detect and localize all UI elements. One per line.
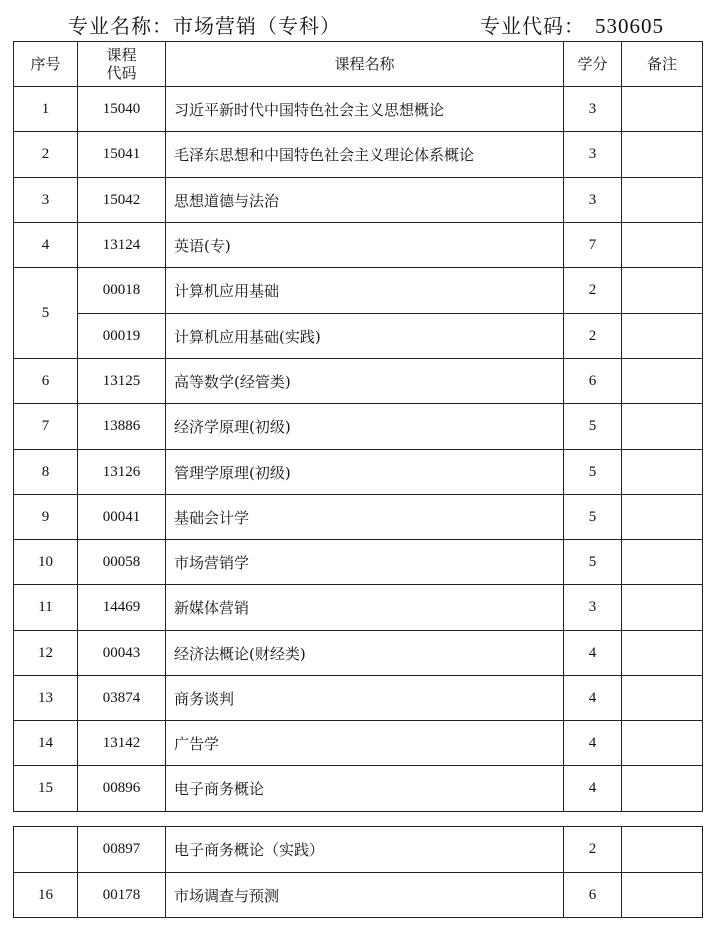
cell-seq: 14 xyxy=(14,721,78,766)
page-header xyxy=(0,10,716,40)
major-code-value: 530605 xyxy=(595,14,664,38)
col-course-code: 课程 代码 xyxy=(78,42,166,87)
table-row xyxy=(14,631,703,676)
cell-seq: 16 xyxy=(14,873,78,918)
cell-code: 00018 xyxy=(78,268,166,314)
cell-name: 基础会计学 xyxy=(166,495,564,540)
cell-remarks xyxy=(622,721,703,766)
cell-name: 思想道德与法治 xyxy=(166,178,564,223)
cell-remarks xyxy=(622,132,703,178)
cell-credits: 5 xyxy=(564,404,622,450)
col-credits: 学分 xyxy=(564,42,622,87)
cell-code: 13142 xyxy=(78,721,166,766)
table-row xyxy=(14,495,703,540)
cell-name: 新媒体营销 xyxy=(166,585,564,631)
table-row xyxy=(14,827,703,873)
cell-name: 毛泽东思想和中国特色社会主义理论体系概论 xyxy=(166,132,564,178)
cell-credits: 5 xyxy=(564,495,622,540)
cell-code: 15040 xyxy=(78,87,166,132)
cell-code: 15041 xyxy=(78,132,166,178)
col-seq: 序号 xyxy=(14,42,78,87)
table-row xyxy=(14,540,703,585)
table-row xyxy=(14,178,703,223)
cell-code: 14469 xyxy=(78,585,166,631)
cell-code: 00896 xyxy=(78,766,166,812)
cell-name: 计算机应用基础 xyxy=(166,268,564,314)
cell-seq: 15 xyxy=(14,766,78,812)
cell-credits: 3 xyxy=(564,585,622,631)
cell-code: 00041 xyxy=(78,495,166,540)
cell-credits: 3 xyxy=(564,178,622,223)
cell-seq: 9 xyxy=(14,495,78,540)
cell-name: 高等数学(经管类) xyxy=(166,359,564,404)
major-name: 专业名称：市场营销（专科） xyxy=(68,14,341,38)
cell-credits: 3 xyxy=(564,132,622,178)
cell-seq: 2 xyxy=(14,132,78,178)
cell-credits: 6 xyxy=(564,359,622,404)
cell-code: 00897 xyxy=(78,827,166,873)
cell-name: 广告学 xyxy=(166,721,564,766)
cell-code: 00043 xyxy=(78,631,166,676)
table-row xyxy=(14,223,703,268)
cell-name: 电子商务概论 xyxy=(166,766,564,812)
cell-remarks xyxy=(622,495,703,540)
cell-remarks xyxy=(622,676,703,721)
cell-code: 13126 xyxy=(78,450,166,495)
cell-name: 市场营销学 xyxy=(166,540,564,585)
table-row xyxy=(14,873,703,918)
cell-seq xyxy=(14,827,78,873)
cell-seq: 6 xyxy=(14,359,78,404)
cell-name: 习近平新时代中国特色社会主义思想概论 xyxy=(166,87,564,132)
cell-seq: 11 xyxy=(14,585,78,631)
cell-code: 13125 xyxy=(78,359,166,404)
cell-code: 00058 xyxy=(78,540,166,585)
cell-credits: 2 xyxy=(564,268,622,314)
cell-credits: 4 xyxy=(564,631,622,676)
cell-remarks xyxy=(622,87,703,132)
table-header-row xyxy=(14,42,703,87)
course-table-continued xyxy=(13,826,703,918)
table-row xyxy=(14,585,703,631)
cell-remarks xyxy=(622,540,703,585)
major-code xyxy=(480,10,664,39)
table-row xyxy=(14,404,703,450)
cell-name: 市场调查与预测 xyxy=(166,873,564,918)
cell-seq: 10 xyxy=(14,540,78,585)
cell-name: 商务谈判 xyxy=(166,676,564,721)
cell-remarks xyxy=(622,450,703,495)
cell-remarks xyxy=(622,827,703,873)
table-row xyxy=(14,766,703,812)
cell-seq: 13 xyxy=(14,676,78,721)
cell-credits: 4 xyxy=(564,676,622,721)
cell-name: 管理学原理(初级) xyxy=(166,450,564,495)
table-row xyxy=(14,314,703,359)
table-row xyxy=(14,676,703,721)
cell-code: 03874 xyxy=(78,676,166,721)
table-row xyxy=(14,359,703,404)
cell-seq: 5 xyxy=(14,268,78,359)
col-course-name: 课程名称 xyxy=(166,42,564,87)
table-row xyxy=(14,87,703,132)
cell-remarks xyxy=(622,178,703,223)
cell-code: 00019 xyxy=(78,314,166,359)
course-table xyxy=(13,41,703,812)
cell-credits: 5 xyxy=(564,450,622,495)
cell-code: 13124 xyxy=(78,223,166,268)
table-row xyxy=(14,132,703,178)
cell-credits: 6 xyxy=(564,873,622,918)
cell-credits: 3 xyxy=(564,87,622,132)
cell-remarks xyxy=(622,268,703,314)
cell-seq: 7 xyxy=(14,404,78,450)
cell-remarks xyxy=(622,585,703,631)
col-remarks: 备注 xyxy=(622,42,703,87)
cell-credits: 4 xyxy=(564,766,622,812)
table-row xyxy=(14,450,703,495)
cell-remarks xyxy=(622,223,703,268)
cell-code: 00178 xyxy=(78,873,166,918)
cell-seq: 4 xyxy=(14,223,78,268)
cell-seq: 1 xyxy=(14,87,78,132)
cell-credits: 4 xyxy=(564,721,622,766)
cell-name: 计算机应用基础(实践) xyxy=(166,314,564,359)
cell-name: 英语(专) xyxy=(166,223,564,268)
cell-name: 经济学原理(初级) xyxy=(166,404,564,450)
cell-remarks xyxy=(622,873,703,918)
table-row xyxy=(14,268,703,314)
cell-name: 电子商务概论（实践） xyxy=(166,827,564,873)
cell-credits: 2 xyxy=(564,314,622,359)
cell-seq: 8 xyxy=(14,450,78,495)
cell-seq: 3 xyxy=(14,178,78,223)
cell-remarks xyxy=(622,766,703,812)
table-row xyxy=(14,721,703,766)
cell-remarks xyxy=(622,631,703,676)
cell-name: 经济法概论(财经类) xyxy=(166,631,564,676)
cell-code: 15042 xyxy=(78,178,166,223)
cell-credits: 5 xyxy=(564,540,622,585)
cell-seq: 12 xyxy=(14,631,78,676)
major-code-label: 专业代码： xyxy=(480,14,585,38)
cell-remarks xyxy=(622,359,703,404)
cell-remarks xyxy=(622,404,703,450)
cell-credits: 7 xyxy=(564,223,622,268)
cell-code: 13886 xyxy=(78,404,166,450)
cell-credits: 2 xyxy=(564,827,622,873)
cell-remarks xyxy=(622,314,703,359)
